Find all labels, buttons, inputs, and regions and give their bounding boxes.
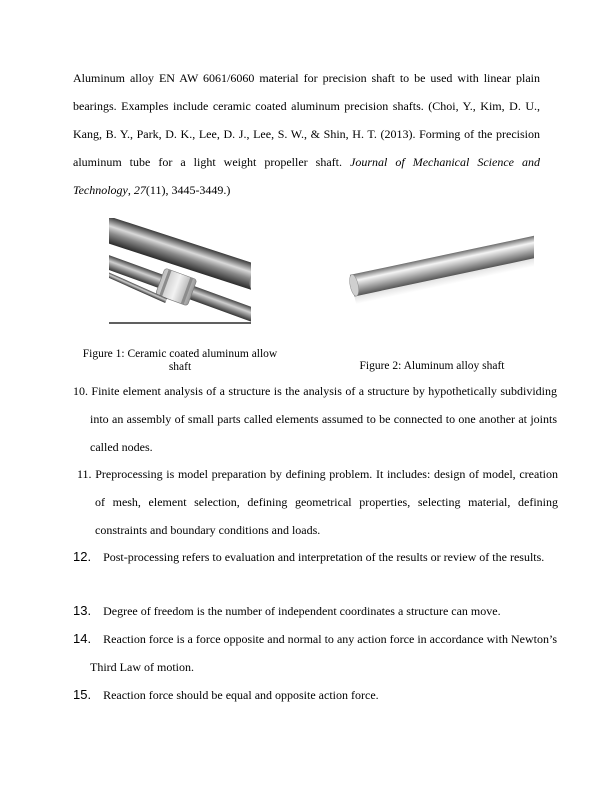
list-item-13-text: Degree of freedom is the number of independent coordinates a structure can move.	[103, 604, 501, 618]
list-item-12-text: Post-processing refers to evaluation and interpretation of the results or review of the results.	[103, 550, 545, 564]
list-item-11	[77, 460, 558, 544]
list-item-13-number: 13.	[73, 603, 92, 618]
list-item-15	[73, 681, 557, 709]
list-item-14-text: Reaction force is a force opposite and normal to any action force in accordance with Newton’s Third Law of motion.	[90, 632, 557, 674]
journal-title: Journal of Mechanical Science and Technology	[73, 155, 540, 197]
intro-text: Aluminum alloy EN AW 6061/6060 material for precision shaft to be used with linear plain bearings. Examples include ceramic coated aluminum precision shafts. (Choi, Y., Kim, D. U., Kang, B. Y., Park, D. K., Lee, D. J., Lee, S. W., & Shin, H. T. (2013). Forming of the precision aluminum tube for a light weight propeller shaft.	[73, 71, 540, 169]
list-item-13	[73, 597, 557, 625]
journal-issue-pages: (11), 3445-3449.)	[145, 183, 231, 197]
figure-1-caption-line-2: shaft	[168, 361, 192, 373]
list-item-10-number: 10.	[73, 384, 88, 398]
intro-paragraph	[73, 64, 540, 204]
list-item-11-text: Preprocessing is model preparation by defining problem. It includes: design of model, creation of mesh, element selection, defining geometrical properties, selecting material, defining constraints and boundary conditions and loads.	[95, 467, 558, 537]
list-item-12	[73, 543, 557, 571]
list-item-15-text: Reaction force should be equal and opposite action force.	[103, 688, 379, 702]
figure-2-caption	[340, 360, 524, 373]
list-item-15-number: 15.	[73, 687, 92, 702]
citation-separator: ,	[127, 183, 134, 197]
list-item-14-number: 14.	[73, 631, 92, 646]
list-item-11-number: 11.	[77, 467, 92, 481]
figure-1-image	[109, 218, 251, 324]
figure-2-image	[346, 226, 534, 306]
journal-volume: 27	[133, 183, 146, 197]
figure-1-caption	[60, 348, 300, 374]
figure-1-caption-line-1: Figure 1: Ceramic coated aluminum allow	[82, 348, 278, 360]
list-item-12-number: 12.	[73, 549, 92, 564]
list-item-10	[73, 377, 557, 461]
list-item-10-text: Finite element analysis of a structure is the analysis of a structure by hypothetically subdividing into an assembly of small parts called elements assumed to be connected to one another at joints called nodes.	[90, 384, 557, 454]
figure-2-caption-text: Figure 2: Aluminum alloy shaft	[359, 360, 505, 372]
list-item-14	[73, 625, 557, 681]
